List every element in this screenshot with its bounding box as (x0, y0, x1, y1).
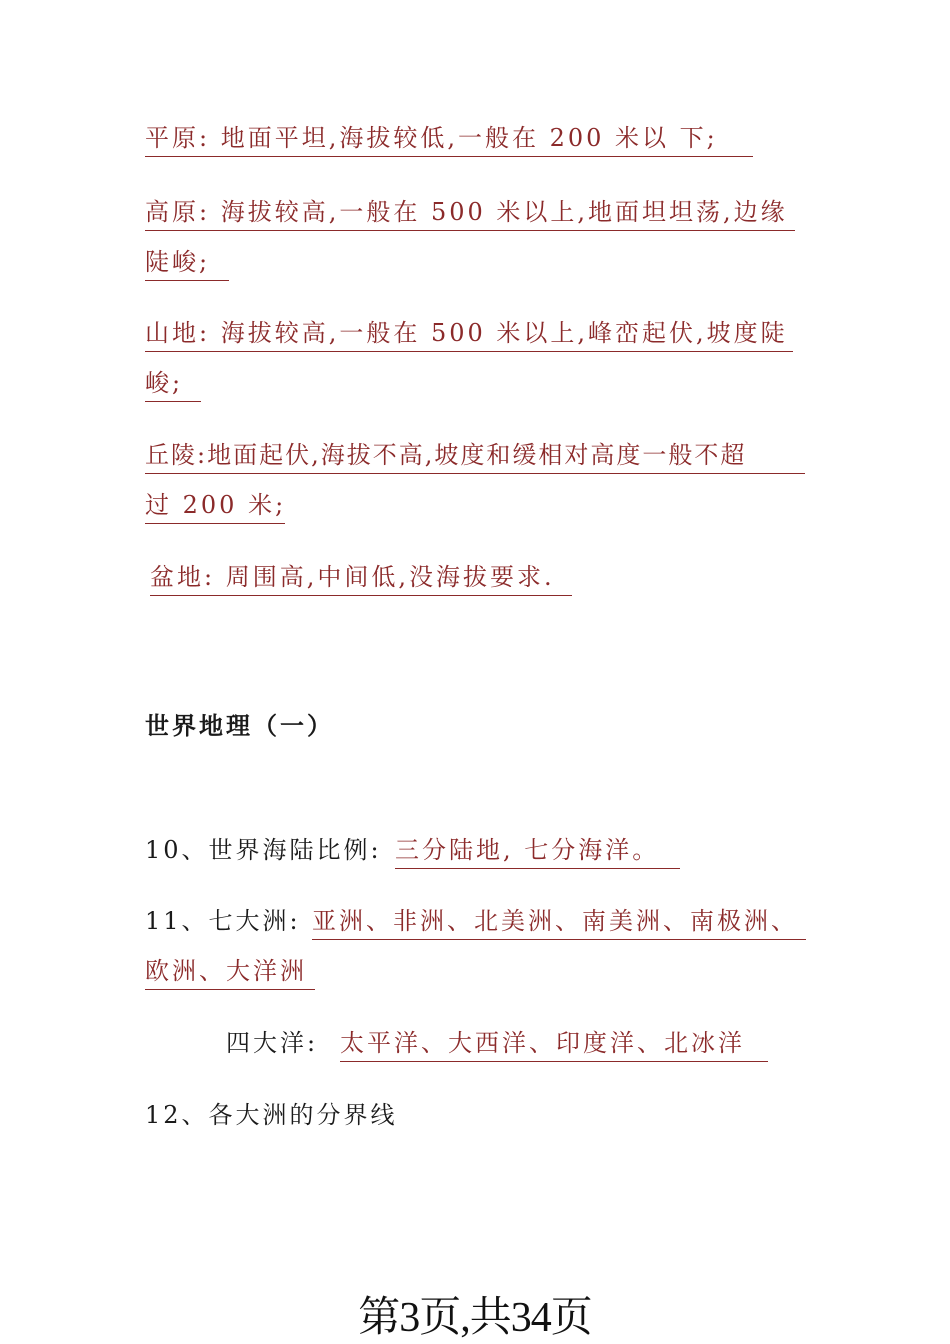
oceans-label: 四大洋: (226, 1029, 319, 1057)
section-title: 世界地理（一） (145, 711, 334, 740)
q11-label: 11、七大洲: (145, 907, 301, 935)
q11-answer-line1: 亚洲、非洲、北美洲、南美洲、南极洲、 (312, 905, 806, 940)
landform-mountain-line1: 山地: 海拔较高,一般在 500 米以上,峰峦起伏,坡度陡 (145, 317, 793, 352)
landform-mountain-line2: 峻; (145, 367, 201, 402)
oceans-answer: 太平洋、大西洋、印度洋、北冰洋 (340, 1027, 768, 1062)
q11-answer-line2: 欧洲、大洋洲 (145, 955, 315, 990)
q10-label: 10、世界海陆比例: (145, 836, 382, 864)
landform-basin: 盆地: 周围高,中间低,没海拔要求. (150, 561, 572, 596)
page-footer: 第3页,共34页 (358, 1295, 592, 1341)
landform-plain: 平原: 地面平坦,海拔较低,一般在 200 米以 下; (145, 122, 753, 157)
q10-answer: 三分陆地, 七分海洋。 (395, 834, 680, 869)
landform-plateau-line1: 高原: 海拔较高,一般在 500 米以上,地面坦坦荡,边缘 (145, 196, 795, 231)
landform-hills-line1: 丘陵:地面起伏,海拔不高,坡度和缓相对高度一般不超 (145, 439, 805, 474)
q12-heading: 12、各大洲的分界线 (145, 1101, 398, 1129)
landform-plateau-line2: 陡峻; (145, 246, 229, 281)
landform-hills-line2: 过 200 米; (145, 489, 285, 524)
